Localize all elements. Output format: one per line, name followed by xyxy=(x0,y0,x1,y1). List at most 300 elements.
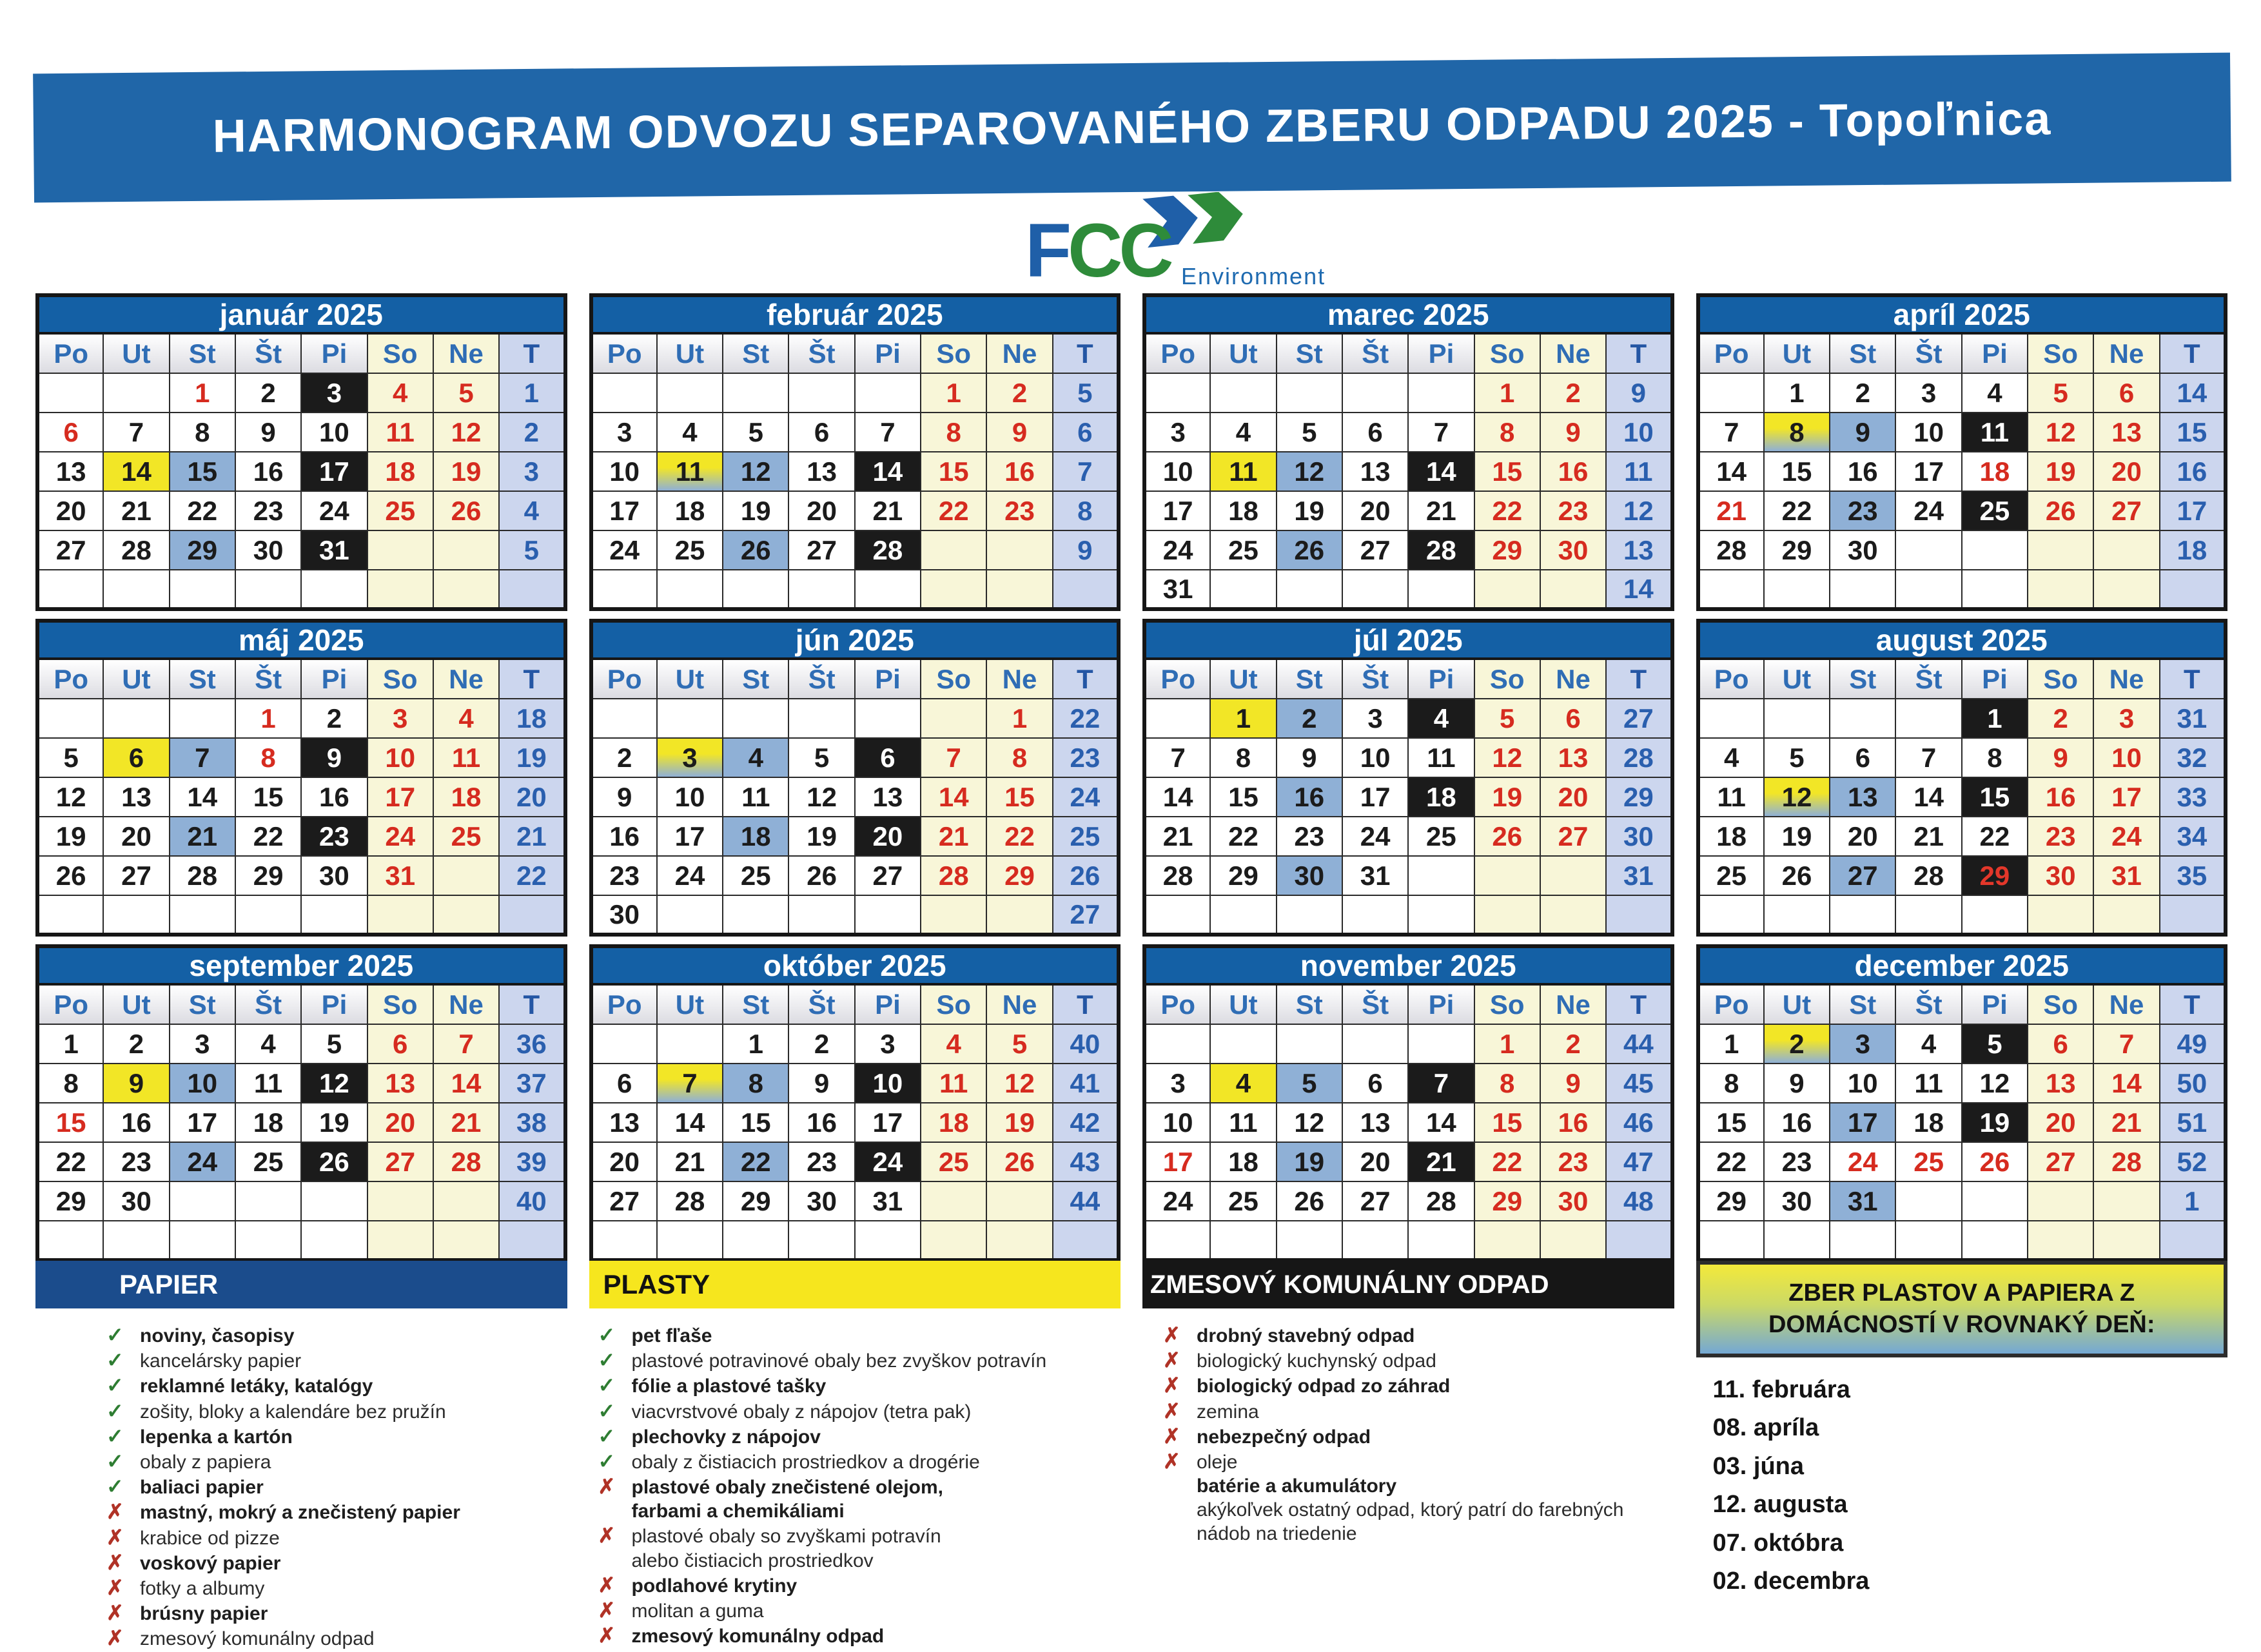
weekday-header-Pi: Pi xyxy=(855,984,921,1024)
cross-icon: ✗ xyxy=(1163,1374,1180,1397)
week-number: 23 xyxy=(1053,738,1119,777)
day-cell-25: 25 xyxy=(1895,1142,1961,1181)
day-cell-1: 1 xyxy=(170,373,235,413)
day-cell-19: 19 xyxy=(1277,491,1342,530)
week-number: 39 xyxy=(499,1142,565,1181)
day-cell-15: 15 xyxy=(921,452,986,491)
legend-item-text: voskový papier xyxy=(140,1552,281,1574)
day-cell-26: 26 xyxy=(301,1142,367,1181)
cross-icon: ✗ xyxy=(1163,1449,1180,1473)
legend-plasty-header: PLASTY xyxy=(589,1261,1121,1308)
legend-item-text: akýkoľvek ostatný odpad, ktorý patrí do farebných xyxy=(1197,1499,1624,1521)
legend-item-text: farbami a chemikáliami xyxy=(631,1501,845,1522)
weekday-header-Po: Po xyxy=(1698,333,1764,373)
month-title: február 2025 xyxy=(591,295,1119,333)
weekday-header-T: T xyxy=(1606,984,1672,1024)
day-cell-empty xyxy=(921,699,986,738)
day-cell-29: 29 xyxy=(1210,856,1276,895)
day-cell-1: 1 xyxy=(921,373,986,413)
day-cell-11: 11 xyxy=(921,1064,986,1103)
day-cell-13: 13 xyxy=(855,777,921,817)
day-cell-empty xyxy=(657,373,723,413)
day-cell-9: 9 xyxy=(1540,1064,1606,1103)
day-cell-14: 14 xyxy=(657,1103,723,1142)
day-cell-empty xyxy=(2093,570,2159,609)
day-cell-18: 18 xyxy=(367,452,433,491)
day-cell-7: 7 xyxy=(1408,413,1474,452)
legend-item xyxy=(598,1624,1121,1647)
day-cell-29: 29 xyxy=(1474,1181,1540,1221)
day-cell-21: 21 xyxy=(921,817,986,856)
legend-item xyxy=(598,1475,1121,1498)
day-cell-27: 27 xyxy=(1342,530,1408,570)
day-cell-empty xyxy=(1144,895,1210,935)
day-cell-11: 11 xyxy=(723,777,788,817)
legend-item-text: batérie a akumulátory xyxy=(1197,1475,1397,1497)
day-cell-empty xyxy=(433,570,499,609)
legend-item-text: alebo čistiacich prostriedkov xyxy=(631,1550,874,1571)
weekday-header-Po: Po xyxy=(1144,984,1210,1024)
legend-same-day-header: ZBER PLASTOV A PAPIERA Z DOMÁCNOSTÍ V ROVNAKÝ DEŇ: xyxy=(1696,1261,2228,1357)
day-cell-7: 7 xyxy=(103,413,169,452)
week-number: 5 xyxy=(499,530,565,570)
day-cell-5: 5 xyxy=(723,413,788,452)
logo-letters: FCC xyxy=(1025,208,1170,293)
day-cell-4: 4 xyxy=(1210,1064,1276,1103)
week-number: 28 xyxy=(1606,738,1672,777)
legend-item xyxy=(106,1400,567,1423)
day-cell-4: 4 xyxy=(235,1024,301,1064)
weekday-header-St: St xyxy=(170,984,235,1024)
day-cell-19: 19 xyxy=(2028,452,2093,491)
day-cell-empty xyxy=(1895,699,1961,738)
day-cell-28: 28 xyxy=(1408,1181,1474,1221)
weekday-header-St: St xyxy=(1830,333,1895,373)
day-cell-31: 31 xyxy=(367,856,433,895)
day-cell-30: 30 xyxy=(1830,530,1895,570)
day-cell-empty xyxy=(103,895,169,935)
day-cell-4: 4 xyxy=(657,413,723,452)
week-number: 44 xyxy=(1606,1024,1672,1064)
day-cell-8: 8 xyxy=(1210,738,1276,777)
week-number xyxy=(499,895,565,935)
day-cell-empty xyxy=(855,895,921,935)
week-number: 44 xyxy=(1053,1181,1119,1221)
day-cell-4: 4 xyxy=(921,1024,986,1064)
day-cell-empty xyxy=(855,570,921,609)
week-number: 52 xyxy=(2160,1142,2226,1181)
day-cell-30: 30 xyxy=(103,1181,169,1221)
day-cell-empty xyxy=(1830,699,1895,738)
day-cell-28: 28 xyxy=(2093,1142,2159,1181)
week-number: 34 xyxy=(2160,817,2226,856)
day-cell-11: 11 xyxy=(1210,1103,1276,1142)
day-cell-18: 18 xyxy=(1962,452,2028,491)
day-cell-empty xyxy=(1540,856,1606,895)
day-cell-21: 21 xyxy=(433,1103,499,1142)
day-cell-9: 9 xyxy=(1830,413,1895,452)
weekday-header-Št: Št xyxy=(788,333,854,373)
legend-item-text: fotky a albumy xyxy=(140,1577,265,1599)
legend-item-text: molitan a guma xyxy=(631,1600,764,1622)
day-cell-2: 2 xyxy=(788,1024,854,1064)
weekday-header-Pi: Pi xyxy=(1962,659,2028,699)
day-cell-1: 1 xyxy=(1210,699,1276,738)
day-cell-9: 9 xyxy=(788,1064,854,1103)
day-cell-18: 18 xyxy=(723,817,788,856)
weekday-header-Ut: Ut xyxy=(1210,659,1276,699)
weekday-header-Št: Št xyxy=(235,659,301,699)
day-cell-empty xyxy=(1342,895,1408,935)
weekday-header-St: St xyxy=(170,333,235,373)
day-cell-4: 4 xyxy=(433,699,499,738)
day-cell-20: 20 xyxy=(788,491,854,530)
legend-item-text: nádob na triedenie xyxy=(1197,1523,1357,1545)
legend-item-text: zemina xyxy=(1197,1401,1259,1423)
legend-item xyxy=(1163,1475,1674,1497)
weekday-header-Št: Št xyxy=(235,333,301,373)
day-cell-27: 27 xyxy=(855,856,921,895)
week-number: 8 xyxy=(1053,491,1119,530)
day-cell-empty xyxy=(788,895,854,935)
day-cell-3: 3 xyxy=(1895,373,1961,413)
day-cell-empty xyxy=(788,1221,854,1260)
cross-icon: ✗ xyxy=(106,1575,124,1599)
calendar-marec xyxy=(1142,293,1674,611)
day-cell-19: 19 xyxy=(723,491,788,530)
day-cell-16: 16 xyxy=(235,452,301,491)
day-cell-empty xyxy=(1540,895,1606,935)
day-cell-empty xyxy=(855,373,921,413)
day-cell-24: 24 xyxy=(855,1142,921,1181)
day-cell-24: 24 xyxy=(2093,817,2159,856)
day-cell-21: 21 xyxy=(855,491,921,530)
day-cell-8: 8 xyxy=(921,413,986,452)
day-cell-4: 4 xyxy=(1895,1024,1961,1064)
day-cell-3: 3 xyxy=(1342,699,1408,738)
day-cell-22: 22 xyxy=(235,817,301,856)
day-cell-26: 26 xyxy=(788,856,854,895)
legend-item-text: viacvrstvové obaly z nápojov (tetra pak) xyxy=(631,1401,972,1423)
month-title: jún 2025 xyxy=(591,621,1119,659)
day-cell-9: 9 xyxy=(1764,1064,1830,1103)
day-cell-29: 29 xyxy=(1474,530,1540,570)
day-cell-2: 2 xyxy=(103,1024,169,1064)
day-cell-10: 10 xyxy=(1830,1064,1895,1103)
day-cell-empty xyxy=(367,530,433,570)
day-cell-empty xyxy=(2093,1181,2159,1221)
day-cell-2: 2 xyxy=(301,699,367,738)
day-cell-15: 15 xyxy=(1764,452,1830,491)
day-cell-24: 24 xyxy=(367,817,433,856)
legend-item xyxy=(106,1501,567,1523)
day-cell-12: 12 xyxy=(723,452,788,491)
week-number: 14 xyxy=(2160,373,2226,413)
day-cell-empty xyxy=(170,1221,235,1260)
day-cell-1: 1 xyxy=(723,1024,788,1064)
day-cell-empty xyxy=(1698,373,1764,413)
day-cell-29: 29 xyxy=(1698,1181,1764,1221)
day-cell-10: 10 xyxy=(1342,738,1408,777)
month-title: november 2025 xyxy=(1144,946,1672,984)
cross-icon: ✗ xyxy=(1163,1424,1180,1448)
day-cell-9: 9 xyxy=(1540,413,1606,452)
day-cell-empty xyxy=(657,1221,723,1260)
day-cell-empty xyxy=(1698,699,1764,738)
day-cell-empty xyxy=(301,1221,367,1260)
day-cell-10: 10 xyxy=(2093,738,2159,777)
day-cell-empty xyxy=(2028,895,2093,935)
day-cell-empty xyxy=(2028,570,2093,609)
legend-papier-header: PAPIER xyxy=(35,1261,567,1308)
weekday-header-T: T xyxy=(1606,659,1672,699)
day-cell-7: 7 xyxy=(2093,1024,2159,1064)
day-cell-10: 10 xyxy=(367,738,433,777)
day-cell-empty xyxy=(1540,570,1606,609)
weekday-header-Ne: Ne xyxy=(2093,659,2159,699)
legend-item xyxy=(1163,1349,1674,1372)
legend-same-day xyxy=(1696,1261,2228,1652)
day-cell-1: 1 xyxy=(986,699,1052,738)
week-number: 51 xyxy=(2160,1103,2226,1142)
day-cell-empty xyxy=(2028,530,2093,570)
day-cell-empty xyxy=(37,895,103,935)
day-cell-empty xyxy=(1962,1181,2028,1221)
weekday-header-St: St xyxy=(170,659,235,699)
legend-item-text: nebezpečný odpad xyxy=(1197,1426,1371,1448)
day-cell-19: 19 xyxy=(433,452,499,491)
day-cell-24: 24 xyxy=(1144,530,1210,570)
cross-icon: ✗ xyxy=(106,1500,124,1524)
day-cell-empty xyxy=(301,895,367,935)
week-number: 17 xyxy=(2160,491,2226,530)
day-cell-27: 27 xyxy=(2028,1142,2093,1181)
weekday-header-Ut: Ut xyxy=(1764,659,1830,699)
day-cell-6: 6 xyxy=(1540,699,1606,738)
day-cell-9: 9 xyxy=(235,413,301,452)
check-icon: ✓ xyxy=(106,1424,124,1448)
day-cell-9: 9 xyxy=(301,738,367,777)
week-number: 13 xyxy=(1606,530,1672,570)
day-cell-20: 20 xyxy=(855,817,921,856)
day-cell-16: 16 xyxy=(103,1103,169,1142)
day-cell-20: 20 xyxy=(103,817,169,856)
legend-item-text: plechovky z nápojov xyxy=(631,1426,821,1448)
day-cell-14: 14 xyxy=(2093,1064,2159,1103)
day-cell-14: 14 xyxy=(433,1064,499,1103)
day-cell-empty xyxy=(103,699,169,738)
day-cell-empty xyxy=(1474,895,1540,935)
day-cell-3: 3 xyxy=(301,373,367,413)
week-number: 32 xyxy=(2160,738,2226,777)
day-cell-empty xyxy=(1474,1221,1540,1260)
week-number: 9 xyxy=(1606,373,1672,413)
day-cell-2: 2 xyxy=(1540,1024,1606,1064)
weekday-header-Ut: Ut xyxy=(103,659,169,699)
day-cell-11: 11 xyxy=(657,452,723,491)
weekday-header-So: So xyxy=(367,984,433,1024)
legend-item xyxy=(598,1524,1121,1547)
weekday-header-Po: Po xyxy=(1698,659,1764,699)
day-cell-24: 24 xyxy=(301,491,367,530)
legend-item-text: podlahové krytiny xyxy=(631,1575,798,1597)
weekday-header-Št: Št xyxy=(1342,984,1408,1024)
legend-item xyxy=(1163,1400,1674,1423)
weekday-header-Ne: Ne xyxy=(2093,984,2159,1024)
day-cell-20: 20 xyxy=(1342,1142,1408,1181)
week-number: 29 xyxy=(1606,777,1672,817)
day-cell-empty xyxy=(1277,895,1342,935)
weekday-header-Pi: Pi xyxy=(301,333,367,373)
day-cell-19: 19 xyxy=(37,817,103,856)
week-number: 6 xyxy=(1053,413,1119,452)
day-cell-16: 16 xyxy=(1540,452,1606,491)
day-cell-empty xyxy=(986,1181,1052,1221)
day-cell-15: 15 xyxy=(37,1103,103,1142)
check-icon: ✓ xyxy=(598,1399,616,1423)
weekday-header-Pi: Pi xyxy=(1962,333,2028,373)
day-cell-empty xyxy=(1277,1024,1342,1064)
cross-icon: ✗ xyxy=(1163,1323,1180,1346)
day-cell-4: 4 xyxy=(1408,699,1474,738)
check-icon: ✓ xyxy=(598,1449,616,1473)
day-cell-1: 1 xyxy=(1474,373,1540,413)
legend-item xyxy=(106,1551,567,1574)
legend-item xyxy=(106,1450,567,1473)
day-cell-16: 16 xyxy=(1277,777,1342,817)
legend-item-text: obaly z čistiacich prostriedkov a drogérie xyxy=(631,1451,980,1473)
week-number: 20 xyxy=(499,777,565,817)
month-title: august 2025 xyxy=(1698,621,2226,659)
week-number: 22 xyxy=(1053,699,1119,738)
day-cell-empty xyxy=(170,570,235,609)
day-cell-28: 28 xyxy=(855,530,921,570)
day-cell-20: 20 xyxy=(2028,1103,2093,1142)
day-cell-empty xyxy=(1342,373,1408,413)
weekday-header-Ne: Ne xyxy=(1540,984,1606,1024)
legend-same-day-dates xyxy=(1696,1374,2228,1597)
day-cell-17: 17 xyxy=(855,1103,921,1142)
weekday-header-Pi: Pi xyxy=(855,659,921,699)
day-cell-17: 17 xyxy=(367,777,433,817)
day-cell-6: 6 xyxy=(1342,413,1408,452)
calendar-december xyxy=(1696,944,2228,1262)
day-cell-14: 14 xyxy=(170,777,235,817)
month-title: júl 2025 xyxy=(1144,621,1672,659)
cross-icon: ✗ xyxy=(106,1550,124,1574)
weekday-header-St: St xyxy=(1277,659,1342,699)
week-number: 22 xyxy=(499,856,565,895)
day-cell-3: 3 xyxy=(170,1024,235,1064)
day-cell-25: 25 xyxy=(1962,491,2028,530)
day-cell-7: 7 xyxy=(1144,738,1210,777)
same-day-date: 11. februára xyxy=(1712,1376,1850,1403)
weekday-header-Ut: Ut xyxy=(103,333,169,373)
day-cell-4: 4 xyxy=(1698,738,1764,777)
legend-item xyxy=(598,1574,1121,1597)
weekday-header-Pi: Pi xyxy=(1408,333,1474,373)
day-cell-15: 15 xyxy=(986,777,1052,817)
day-cell-18: 18 xyxy=(433,777,499,817)
weekday-header-Ne: Ne xyxy=(1540,333,1606,373)
day-cell-13: 13 xyxy=(2028,1064,2093,1103)
day-cell-28: 28 xyxy=(103,530,169,570)
day-cell-19: 19 xyxy=(1962,1103,2028,1142)
day-cell-11: 11 xyxy=(1895,1064,1961,1103)
day-cell-empty xyxy=(367,1221,433,1260)
day-cell-26: 26 xyxy=(433,491,499,530)
day-cell-30: 30 xyxy=(301,856,367,895)
day-cell-empty xyxy=(657,570,723,609)
check-icon: ✓ xyxy=(598,1323,616,1346)
day-cell-empty xyxy=(1962,570,2028,609)
day-cell-23: 23 xyxy=(1830,491,1895,530)
weekday-header-So: So xyxy=(367,659,433,699)
day-cell-5: 5 xyxy=(986,1024,1052,1064)
legend-item-text: krabice od pizze xyxy=(140,1527,280,1549)
day-cell-27: 27 xyxy=(1830,856,1895,895)
legend-papier xyxy=(35,1261,567,1652)
day-cell-27: 27 xyxy=(2093,491,2159,530)
day-cell-11: 11 xyxy=(433,738,499,777)
week-number xyxy=(2160,570,2226,609)
day-cell-7: 7 xyxy=(1895,738,1961,777)
week-number: 36 xyxy=(499,1024,565,1064)
day-cell-empty xyxy=(657,895,723,935)
day-cell-empty xyxy=(1895,570,1961,609)
week-number: 7 xyxy=(1053,452,1119,491)
day-cell-empty xyxy=(788,699,854,738)
day-cell-1: 1 xyxy=(37,1024,103,1064)
legend-item xyxy=(1163,1425,1674,1448)
legend-item-text: kancelársky papier xyxy=(140,1350,302,1372)
check-icon: ✓ xyxy=(598,1424,616,1448)
weekday-header-T: T xyxy=(1053,984,1119,1024)
day-cell-26: 26 xyxy=(1277,530,1342,570)
legend-item-text: noviny, časopisy xyxy=(140,1325,295,1346)
week-number: 37 xyxy=(499,1064,565,1103)
day-cell-19: 19 xyxy=(1474,777,1540,817)
weekday-header-Ne: Ne xyxy=(986,659,1052,699)
weekday-header-Ne: Ne xyxy=(433,659,499,699)
week-number: 1 xyxy=(2160,1181,2226,1221)
weekday-header-St: St xyxy=(723,333,788,373)
weekday-header-Ne: Ne xyxy=(433,984,499,1024)
week-number: 50 xyxy=(2160,1064,2226,1103)
day-cell-empty xyxy=(2093,1221,2159,1260)
calendar-august xyxy=(1696,619,2228,937)
day-cell-empty xyxy=(1342,1221,1408,1260)
day-cell-9: 9 xyxy=(103,1064,169,1103)
day-cell-25: 25 xyxy=(723,856,788,895)
month-title: január 2025 xyxy=(37,295,565,333)
day-cell-19: 19 xyxy=(986,1103,1052,1142)
day-cell-empty xyxy=(855,1221,921,1260)
weekday-header-Ut: Ut xyxy=(657,333,723,373)
legend-item xyxy=(106,1475,567,1498)
legend-item-text: biologický kuchynský odpad xyxy=(1197,1350,1436,1372)
day-cell-23: 23 xyxy=(1277,817,1342,856)
cross-icon: ✗ xyxy=(598,1475,616,1499)
day-cell-18: 18 xyxy=(235,1103,301,1142)
day-cell-empty xyxy=(591,1024,657,1064)
day-cell-empty xyxy=(433,1221,499,1260)
day-cell-25: 25 xyxy=(1408,817,1474,856)
day-cell-20: 20 xyxy=(367,1103,433,1142)
day-cell-24: 24 xyxy=(1895,491,1961,530)
legend-item xyxy=(598,1501,1121,1522)
day-cell-empty xyxy=(1698,1221,1764,1260)
